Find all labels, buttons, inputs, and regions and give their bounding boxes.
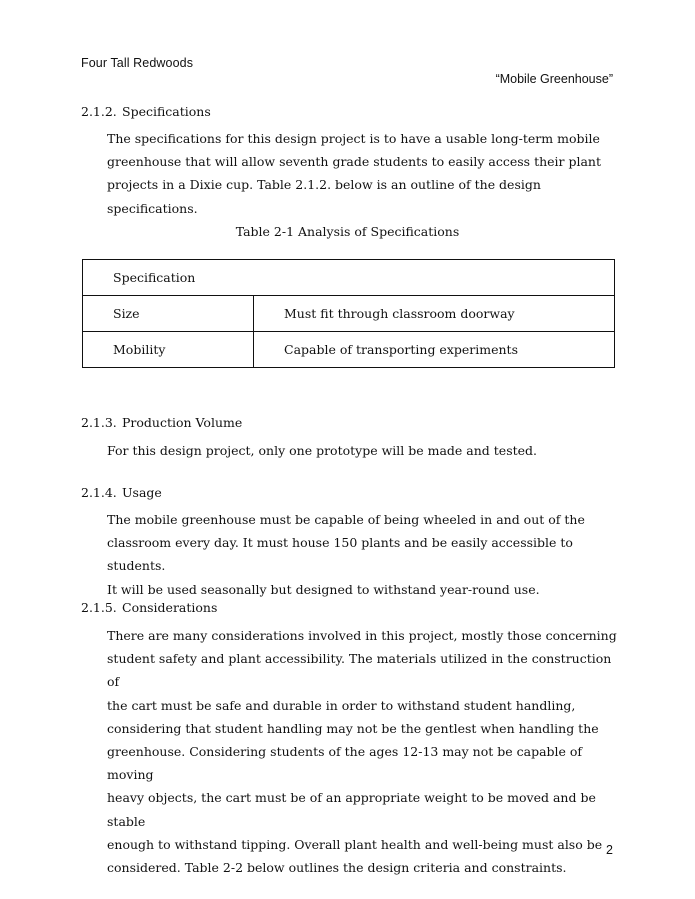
paragraph-usage bbox=[107, 508, 617, 601]
table-row bbox=[83, 296, 615, 332]
paragraph-line: It will be used seasonally but designed to withstand year-round use. bbox=[107, 581, 540, 597]
paragraph-line: projects in a Dixie cup. Table 2.1.2. below is an outline of the design specifications. bbox=[107, 177, 541, 216]
section-number: 2.1.5. bbox=[81, 600, 117, 615]
section-title: Specifications bbox=[122, 104, 211, 119]
section-number: 2.1.4. bbox=[81, 485, 117, 500]
section-heading-usage bbox=[81, 485, 162, 501]
table-header-cell: Specification bbox=[83, 260, 615, 296]
section-heading-considerations bbox=[81, 600, 217, 616]
table-cell-spec: Mobility bbox=[83, 332, 254, 368]
paragraph-line: enough to withstand tipping. Overall plant health and well-being must also be bbox=[107, 836, 603, 852]
specifications-table bbox=[82, 259, 615, 368]
section-number: 2.1.3. bbox=[81, 415, 117, 430]
paragraph-considerations bbox=[107, 624, 617, 879]
paragraph-line: the cart must be safe and durable in order to withstand student handling, bbox=[107, 697, 576, 713]
paragraph-specifications bbox=[107, 127, 617, 220]
table-row bbox=[83, 332, 615, 368]
section-heading-production-volume bbox=[81, 415, 242, 431]
section-title: Considerations bbox=[122, 600, 218, 615]
table-cell-requirement: Must fit through classroom doorway bbox=[254, 296, 615, 332]
paragraph-line: considering that student handling may not be the gentlest when handling the bbox=[107, 720, 599, 736]
running-header-team: Four Tall Redwoods bbox=[81, 56, 194, 70]
paragraph-production-volume bbox=[107, 439, 617, 462]
table-cell-requirement: Capable of transporting experiments bbox=[254, 332, 615, 368]
paragraph-line: The mobile greenhouse must be capable of being wheeled in and out of the bbox=[107, 512, 585, 527]
paragraph-line: classroom every day. It must house 150 plants and be easily accessible to students. bbox=[107, 535, 573, 574]
table-caption: Table 2-1 Analysis of Specifications bbox=[235, 224, 460, 239]
table-header-row bbox=[83, 260, 615, 296]
section-title: Production Volume bbox=[122, 415, 243, 430]
table-cell-spec: Size bbox=[83, 296, 254, 332]
paragraph-line: considered. Table 2-2 below outlines the design criteria and constraints. bbox=[107, 860, 567, 876]
paragraph-line: student safety and plant accessibility. The materials utilized in the construction of bbox=[107, 651, 612, 690]
paragraph-line: greenhouse. Considering students of the ages 12-13 may not be capable of moving bbox=[107, 744, 583, 783]
page-number: 2 bbox=[606, 843, 613, 857]
running-header-title: “Mobile Greenhouse” bbox=[495, 72, 613, 86]
paragraph-line: The specifications for this design project is to have a usable long-term mobile bbox=[107, 131, 600, 146]
paragraph-line: heavy objects, the cart must be of an appropriate weight to be moved and be stable bbox=[107, 790, 596, 829]
paragraph-line: greenhouse that will allow seventh grade students to easily access their plant bbox=[107, 154, 602, 170]
paragraph-line: For this design project, only one prototype will be made and tested. bbox=[107, 443, 537, 458]
section-number: 2.1.2. bbox=[81, 104, 117, 119]
paragraph-line: There are many considerations involved in this project, mostly those concerning bbox=[107, 628, 617, 643]
section-title: Usage bbox=[122, 485, 162, 500]
section-heading-specifications bbox=[81, 104, 211, 120]
